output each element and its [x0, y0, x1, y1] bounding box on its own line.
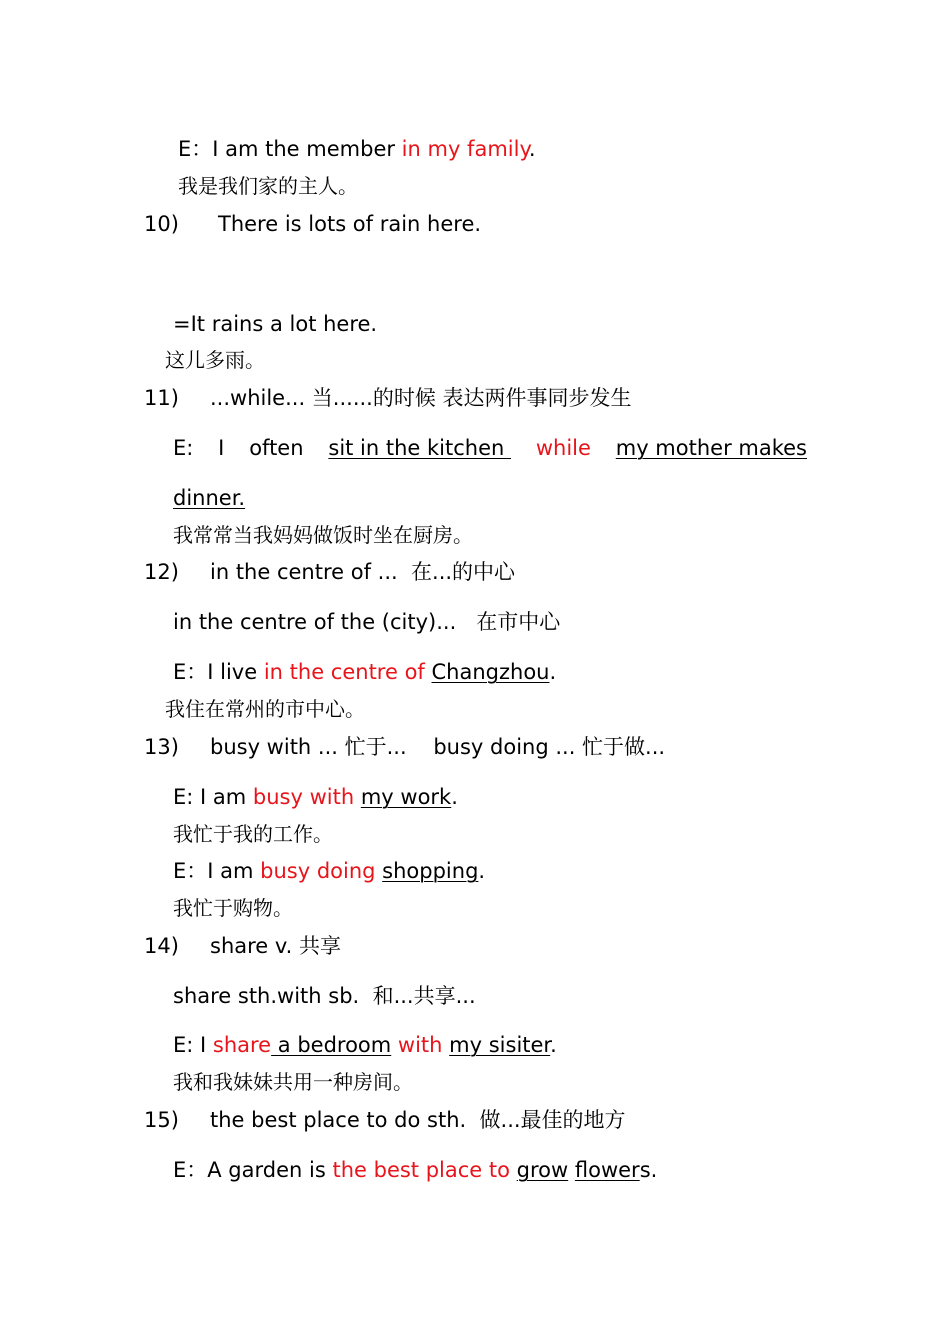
punctuation: . — [528, 137, 536, 161]
translation-line: 这儿多雨。 — [165, 348, 265, 372]
item-14 — [144, 933, 341, 959]
underlined-phrase: Changzhou — [431, 660, 550, 684]
example-line-while — [173, 435, 807, 461]
underlined-phrase: sit in the kitchen — [328, 436, 512, 460]
highlight-phrase: busy with — [252, 785, 355, 809]
highlight-phrase: busy doing — [260, 859, 376, 883]
spacer — [510, 1158, 517, 1182]
highlight-phrase: in the centre of — [263, 660, 425, 684]
punctuation: . — [549, 660, 557, 684]
example-line-share — [173, 1032, 557, 1058]
highlight-phrase: share — [212, 1033, 272, 1057]
example-line-centre — [173, 659, 556, 685]
item-number: 10) — [144, 212, 179, 236]
highlight-phrase: in my family — [401, 137, 529, 161]
underlined-phrase: shopping — [382, 859, 479, 883]
translation-line: 我忙于购物。 — [173, 896, 293, 920]
spacer — [354, 785, 361, 809]
example-text: E：I am — [173, 859, 261, 883]
equivalent-line: =It rains a lot here. — [173, 312, 378, 336]
item-number: 13) — [144, 735, 179, 759]
item-12 — [144, 559, 515, 585]
item-number: 12) — [144, 560, 179, 584]
item-text: in the centre of ... 在...的中心 — [210, 560, 516, 584]
example-word: I — [218, 436, 225, 460]
translation-line: 我住在常州的市中心。 — [165, 697, 365, 721]
item-number: 14) — [144, 934, 179, 958]
item-11 — [144, 385, 632, 411]
punctuation: . — [550, 1033, 557, 1057]
example-continuation: dinner. — [173, 486, 246, 510]
phrase-line: in the centre of the (city)... 在市中心 — [173, 610, 561, 634]
translation-line: 我是我们家的主人。 — [178, 174, 358, 198]
example-line-garden — [173, 1157, 657, 1183]
underlined-phrase: my mother makes — [615, 436, 807, 460]
punctuation: . — [478, 859, 486, 883]
spacer — [568, 1158, 575, 1182]
translation-line: 我和我妹妹共用一种房间。 — [173, 1070, 413, 1094]
example-line-busy-doing — [173, 858, 485, 884]
spacer — [391, 1033, 398, 1057]
item-10 — [144, 211, 481, 237]
underlined-phrase: grow — [516, 1158, 569, 1182]
example-text: E：A garden is — [173, 1158, 333, 1182]
example-text: E：I am the member — [178, 137, 402, 161]
example-line-busy-with — [173, 784, 458, 810]
item-text: ...while... 当......的时候 表达两件事同步发生 — [210, 386, 632, 410]
highlight-phrase: while — [535, 436, 591, 460]
item-number: 15) — [144, 1108, 179, 1132]
highlight-phrase: with — [397, 1033, 443, 1057]
underlined-phrase: a bedroom — [271, 1033, 392, 1057]
underlined-phrase: my sisiter — [449, 1033, 551, 1057]
example-label: E: — [173, 436, 194, 460]
highlight-phrase: the best place to — [332, 1158, 510, 1182]
item-text: busy with ... 忙于... busy doing ... 忙于做... — [210, 735, 666, 759]
underlined-phrase: my work — [360, 785, 452, 809]
translation-line: 我忙于我的工作。 — [173, 822, 333, 846]
example-text: E: I am — [173, 785, 253, 809]
phrase-line: share sth.with sb. 和...共享... — [173, 984, 476, 1008]
item-text: the best place to do sth. 做...最佳的地方 — [210, 1108, 626, 1132]
item-13 — [144, 734, 665, 760]
underlined-phrase: flower — [574, 1158, 640, 1182]
punctuation: s. — [639, 1158, 658, 1182]
example-word: often — [249, 436, 304, 460]
example-text: E: I — [173, 1033, 213, 1057]
example-line-family — [178, 136, 536, 162]
example-text: E：I live — [173, 660, 264, 684]
item-text: There is lots of rain here. — [218, 212, 482, 236]
item-15 — [144, 1107, 626, 1133]
translation-line: 我常常当我妈妈做饭时坐在厨房。 — [173, 523, 473, 547]
item-number: 11) — [144, 386, 179, 410]
item-text: share v. 共享 — [210, 934, 342, 958]
spacer — [425, 660, 432, 684]
punctuation: . — [451, 785, 458, 809]
